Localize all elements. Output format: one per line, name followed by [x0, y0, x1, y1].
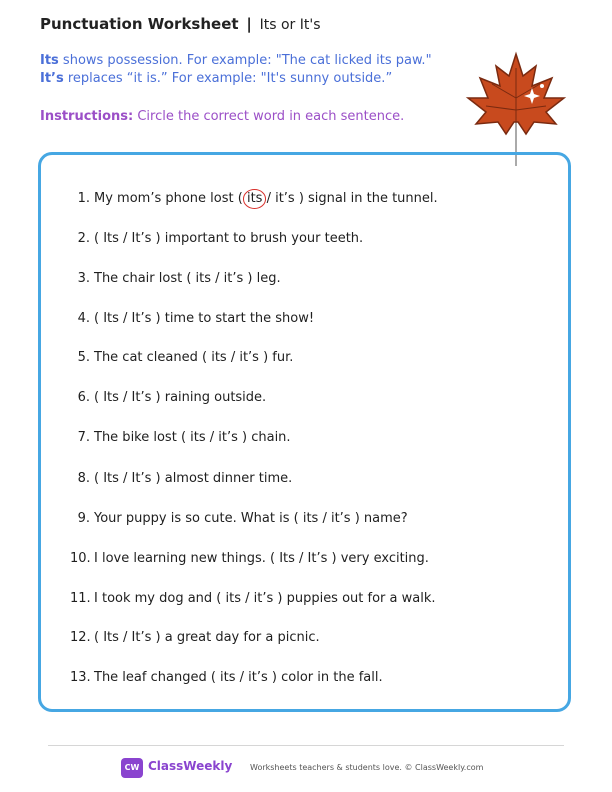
instructions: [40, 109, 404, 124]
worksheet-subtitle: Its or It's: [259, 17, 321, 33]
maple-leaf-icon: [456, 48, 576, 168]
rule-term: It’s: [40, 71, 64, 86]
instructions-label: Instructions:: [40, 109, 134, 124]
question-6: 6. ( Its / It’s ) raining outside.: [77, 390, 267, 405]
rule-term: Its: [40, 53, 59, 68]
page-title: [40, 15, 321, 33]
question-13: 13. The leaf changed ( its / it’s ) color in the fall.: [70, 670, 383, 685]
question-12: 12. ( Its / It’s ) a great day for a picnic.: [70, 630, 320, 645]
question-4: 4. ( Its / It’s ) time to start the show!: [77, 311, 315, 326]
question-3: 3. The chair lost ( its / it’s ) leg.: [77, 271, 281, 286]
brand-name: ClassWeekly: [148, 759, 233, 773]
footer-divider: [48, 745, 564, 746]
question-10: 10. I love learning new things. ( Its / It’s ) very exciting.: [70, 551, 429, 566]
question-7: 7. The bike lost ( its / it’s ) chain.: [77, 430, 291, 445]
instructions-text: Circle the correct word in each sentence.: [133, 109, 405, 124]
footer-tagline: Worksheets teachers & students love. © ClassWeekly.com: [250, 763, 484, 772]
question-11: 11. I took my dog and ( its / it’s ) puppies out for a walk.: [70, 591, 436, 606]
question-1: 1. My mom’s phone lost ( its / it’s ) signal in the tunnel.: [77, 191, 438, 206]
rule-its-contraction: [40, 71, 392, 86]
classweekly-logo: CW: [121, 758, 143, 778]
worksheet-title: Punctuation Worksheet: [40, 15, 239, 33]
question-8: 8. ( Its / It’s ) almost dinner time.: [77, 471, 293, 486]
rule-its: [40, 53, 432, 68]
title-separator: |: [246, 15, 252, 33]
question-2: 2. ( Its / It’s ) important to brush your teeth.: [77, 231, 364, 246]
rule-text: replaces “it is.” For example: "It's sunny outside.”: [63, 71, 393, 86]
circled-answer: its: [246, 191, 263, 206]
rule-text: shows possession. For example: "The cat licked its paw.": [58, 53, 432, 68]
question-5: 5. The cat cleaned ( its / it’s ) fur.: [77, 350, 294, 365]
question-9: 9. Your puppy is so cute. What is ( its / it’s ) name?: [77, 511, 408, 526]
